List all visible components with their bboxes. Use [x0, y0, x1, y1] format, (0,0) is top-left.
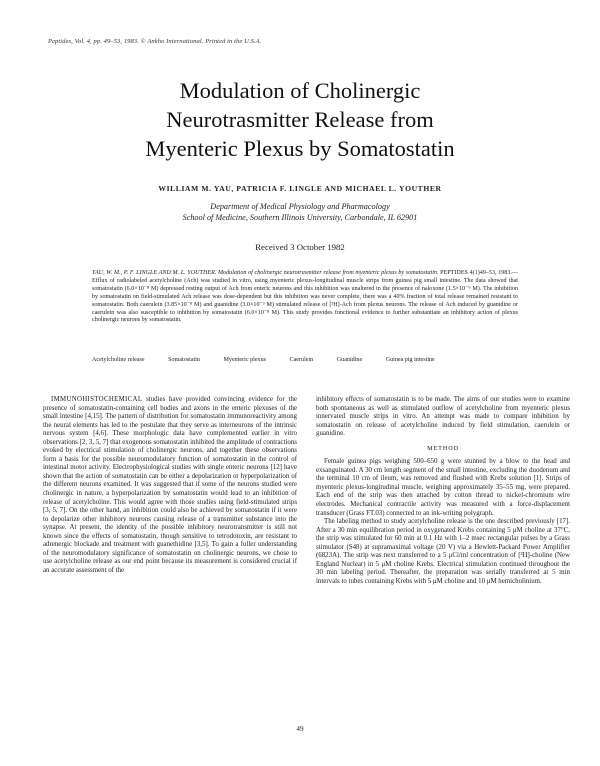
intro-paragraph [43, 396, 297, 575]
intro-lead-word: IMMUNOHISTOCHEMICAL [51, 396, 143, 403]
abstract [92, 270, 518, 325]
keyword: Guinea pig intestine [385, 357, 435, 363]
journal-citation: Peptides, Vol. 4, pp. 49–53, 1983. © Ankho International. Printed in the U.S.A. [48, 38, 262, 45]
author-list: WILLIAM M. YAU, PATRICIA F. LINGLE AND MICHAEL L. YOUTHER [158, 184, 442, 193]
keyword: Myenteric plexus [223, 357, 266, 363]
keyword: Somatostatin [168, 357, 200, 363]
body-column-right [316, 396, 570, 586]
title-line-2: Neurotrasmitter Release from [166, 107, 434, 132]
paper-title [60, 76, 540, 163]
method-heading: METHOD [427, 444, 459, 452]
keyword: Acetylcholine release [92, 357, 145, 363]
method-paragraph: Female guinea pigs weighing 500–650 g were stunned by a blow to the head and exsanguinated. A 30 cm length segment of the small intestine, excluding the duodenum and the terminal 10 cm of ileum, was removed and flushed with Krebs solution [1]. Strips of myenteric plexus-longitudinal muscle, weighing approximately 35–55 mg, were prepared. Each end of the strip was then attached by cotton thread to nickel-chromium wire electrodes. Mechanical contractile activity was measured with a force-displacement transducer (Grass FT.03) connected to an ink-writing polygraph. [316, 458, 570, 517]
received-date: Received 3 October 1982 [255, 242, 345, 252]
keyword-list [92, 357, 518, 363]
intro-continued-paragraph: inhibitory effects of somatostatin is to be made. The aims of our studies were to examine both spontaneous as well as stimulated outflow of acetylcholine from myenteric plexus innervated muscle strips in vitro. An attempt was made to compare inhibition by somatostatin on release of acetylcholine induced by field stimulation, caerulein or guanidine. [316, 396, 570, 438]
keyword: Caerulein [289, 357, 314, 363]
affiliation-department: Department of Medical Physiology and Pharmacology [210, 202, 390, 211]
abstract-body: PEPTIDES 4(1)49–53, 1983.—Efflux of radiolabeled acetylcholine (Ach) was studied in vitro, using myenteric plexus-longitudinal muscle strips from guinea pig small intestine. The data showed that somatostatin (6.0×10⁻⁸ M) depressed resting output of Ach from enteric neurons and this inhibition was unaltered in the presence of naloxone (1.5×10⁻⁶ M). The inhibition by somatostatin on field-stimulated Ach release was dose-dependent but this inhibition was never complete, there was a 40% fraction of total release remained resistant to somatostatin. Both caerulein (3.85×10⁻⁸ M) and guanidine (3.0×10⁻³ M) stimulated release of [³H]-Ach from plexus neurons. The release of Ach induced by guanidine or caerulein was also susceptible to inhibition by somatostatin (6.0×10⁻⁸ M). This study provides functional evidence to further substantiate an inhibitory action of plexus cholinergic neurons by somatostatin. [92, 270, 519, 324]
abstract-citation: YAU, W. M., P. F. LINGLE AND M. L. YOUTHER. Modulation of cholinergic neurotrasmitter release from myenteric plexus by somatostatin. [92, 270, 439, 276]
page-number: 49 [296, 725, 304, 733]
intro-text: studies have provided convincing evidence for the presence of somatostatin-containing cell bodies and axons in the enteric plexuses of the small intestine [4,15]. The pattern of distribution for somatostatin immunoreactivity among the neural elements has led to the postulate that they serve as interneurons of the intrinsic nervous system [4,6]. These morphologic data have complemented earlier in vitro observations [2, 3, 5, 7] that exogenous somatostatin inhibited the amplitude of contractions evoked by electrical stimulation of cholinergic neurons, and together these observations form a basis for the possible neuromodulatory function of somatostatin in the control of intestinal motor activity. Electrophysiological studies with single enteric neurons [12] have shown that the action of somatostatin can be either a depolarization or hyperpolarization of the different neurons examined. It was suggested that if some of the neurons studied were cholinergic in nature, a hyperpolarization by somatostatin would lead to an inhibition of release of acetylcholine. This would agree with those studies using field-stimulated strips [3, 5, 7]. On the other hand, an inhibition could also be achieved by somatostatin if it were to depolarize other inhibitory neurons causing release of a transmitter substance into the synapse. At present, the identity of the possible inhibitory neurotransmitter is still not known since the effects of somatostatin, though sensitive to tetrodotoxin, are resistant to adrenergic blockade and treatment with guanethidine [3,5]. To gain a fuller understanding of the neuromodulatory significance of somatostatin on cholinergic neurons, we chose to use acetylcholine release as our end point because its measurement is considered crucial if an accurate assessment of the [43, 396, 297, 574]
method-paragraph: The labeling method to study acetylcholine release is the one described previously [17]. After a 30 min equilibration period in oxygenated Krebs containing 5 μM choline at 37°C, the strip was stimulated for 60 min at 0.1 Hz with 1–2 msec rectangular pulses by a Grass stimulator (S48) at supramaximal voltage (20 V) via a Hewlett-Packard Power Amplifier (6823A). The strip was next transferred to a 5 μCi/ml concentration of [³H]-choline (New England Nuclear) in 5 μM choline Krebs. Electrical stimulation continued throughout the 30 min labeling period. Thereafter, the preparation was serially transferred at 5 min intervals to tubes containing Krebs with 5 μM choline and 10 μM hemicholinium. [316, 518, 570, 585]
affiliation-school: School of Medicine, Southern Illinois University, Carbondale, IL 62901 [182, 213, 418, 222]
title-line-1: Modulation of Cholinergic [179, 78, 421, 103]
keyword: Guanidine [336, 357, 363, 363]
affiliation [60, 201, 540, 223]
title-line-3: Myenteric Plexus by Somatostatin [145, 136, 455, 161]
body-column-left [43, 396, 297, 575]
